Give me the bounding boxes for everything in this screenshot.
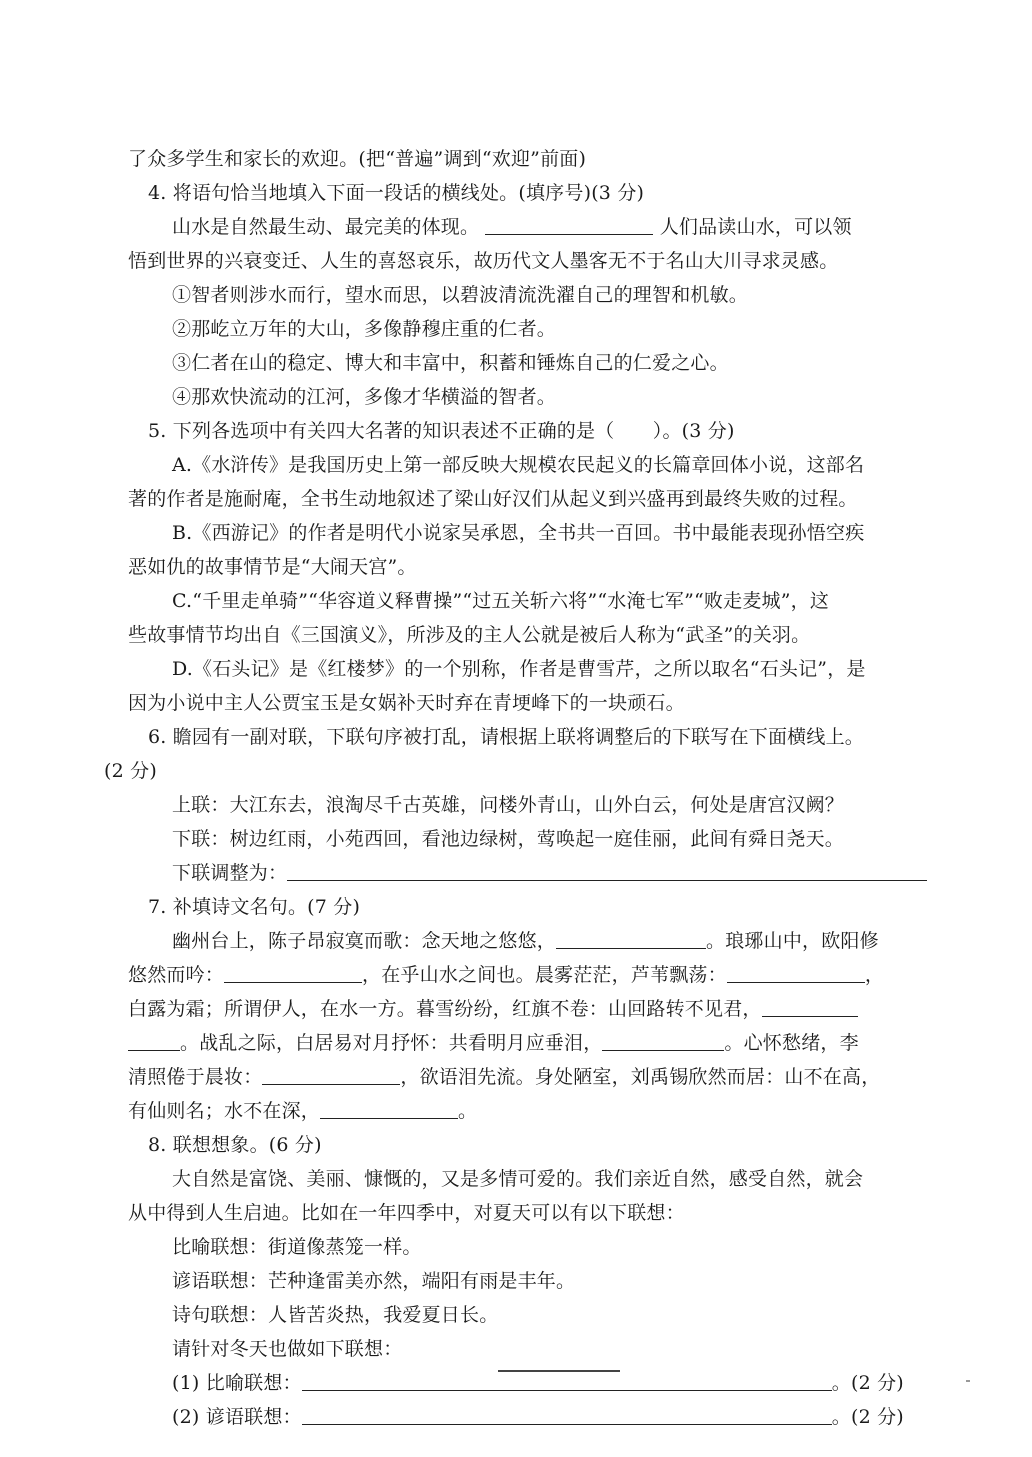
q7-blank-4b[interactable] [128, 1030, 180, 1051]
q4-option-3: ③仁者在山的稳定、博大和丰富中，积蓄和锤炼自己的仁爱之心。 [172, 352, 729, 374]
q8-paragraph-line-1: 大自然是富饶、美丽、慷慨的，又是多情可爱的。我们亲近自然，感受自然，就会 [172, 1168, 864, 1190]
q4-text: 人们品读山水，可以领 [659, 216, 852, 238]
question-7-title: 7. 补填诗文名句。(7 分) [148, 896, 361, 918]
question-4-title: 4. 将语句恰当地填入下面一段话的横线处。(填序号)(3 分) [148, 182, 645, 204]
q7-text: ， [864, 964, 885, 986]
q4-option-1: ①智者则涉水而行，望水而思，以碧波清流洗濯自己的理智和机敏。 [172, 284, 749, 306]
q5-option-b-line-1: B.《西游记》的作者是明代小说家吴承恩，全书共一百回。书中最能表现孙悟空疾 [172, 522, 865, 544]
q8-sub-2-blank[interactable] [302, 1404, 832, 1425]
q4-option-2: ②那屹立万年的大山，多像静穆庄重的仁者。 [172, 318, 557, 340]
q7-text: ，欲语泪先流。身处陋室，刘禹锡欣然而居：山不在高， [400, 1066, 881, 1088]
q4-paragraph-line-1 [128, 210, 928, 244]
page-footer-rule [498, 1370, 620, 1380]
q8-instruction: 请针对冬天也做如下联想： [172, 1338, 403, 1360]
q8-example-proverb: 谚语联想：芒种逢雷美亦然，端阳有雨是丰年。 [172, 1270, 576, 1292]
q8-paragraph-line-2: 从中得到人生启迪。比如在一年四季中，对夏天可以有以下联想： [128, 1202, 685, 1224]
q7-text: 有仙则名；水不在深， [128, 1100, 321, 1122]
q8-sub-1-score: 。(2 分) [831, 1372, 904, 1394]
q7-blank-1[interactable] [556, 928, 706, 949]
q5-option-b-line-2: 恶如仇的故事情节是“大闹天宫”。 [128, 556, 417, 578]
q7-line-4 [128, 1026, 928, 1060]
question-8-title: 8. 联想想象。(6 分) [148, 1134, 322, 1156]
q5-option-d-line-1: D.《石头记》是《红楼梦》的一个别称，作者是曹雪芹，之所以取名“石头记”，是 [172, 658, 866, 680]
q7-line-3 [128, 992, 928, 1026]
q7-line-5 [128, 1060, 928, 1094]
scan-speck [966, 1380, 970, 1382]
q8-sub-2-score: 。(2 分) [831, 1406, 904, 1428]
q7-blank-4a[interactable] [762, 996, 858, 1017]
q7-text: 。琅琊山中，欧阳修 [706, 930, 879, 952]
text-line: 了众多学生和家长的欢迎。(把“普遍”调到“欢迎”前面) [128, 148, 587, 170]
q7-blank-2[interactable] [224, 962, 362, 983]
question-5-title: 5. 下列各选项中有关四大名著的知识表述不正确的是（ ）。(3 分) [148, 420, 735, 442]
q6-answer-label: 下联调整为： [172, 862, 288, 884]
q5-option-d-line-2: 因为小说中主人公贾宝玉是女娲补天时弃在青埂峰下的一块顽石。 [128, 692, 685, 714]
q7-text: 。 [458, 1100, 478, 1122]
q8-example-metaphor: 比喻联想：街道像蒸笼一样。 [172, 1236, 422, 1258]
q4-text: 山水是自然最生动、最完美的体现。 [172, 216, 480, 238]
q7-blank-5[interactable] [602, 1030, 724, 1051]
q4-paragraph-line-2: 悟到世界的兴衰变迁、人生的喜怒哀乐，故历代文人墨客无不于名山大川寻求灵感。 [128, 250, 839, 272]
q8-sub-1-label: (1) 比喻联想： [172, 1372, 302, 1394]
q7-line-2 [128, 958, 928, 992]
question-6-score: (2 分) [104, 760, 157, 782]
q7-text: 。心怀愁绪，李 [724, 1032, 859, 1054]
q6-upper-couplet: 上联：大江东去，浪淘尽千古英雄，问楼外青山，山外白云，何处是唐宫汉阙？ [172, 794, 845, 816]
q7-blank-6[interactable] [262, 1064, 400, 1085]
q7-text: 悠然而吟： [128, 964, 225, 986]
q5-option-c-line-2: 些故事情节均出自《三国演义》，所涉及的主人公就是被后人称为“武圣”的关羽。 [128, 624, 811, 646]
page-content [104, 142, 928, 1434]
q8-sub-2-label: (2) 谚语联想： [172, 1406, 302, 1428]
q5-option-c-line-1: C.“千里走单骑”“华容道义释曹操”“过五关斩六将”“水淹七军”“败走麦城”，这 [172, 590, 830, 612]
q6-answer-blank[interactable] [287, 860, 927, 881]
q7-blank-7[interactable] [320, 1098, 458, 1119]
q7-blank-3[interactable] [727, 962, 865, 983]
q4-answer-blank[interactable] [485, 214, 653, 235]
q7-text: 。战乱之际，白居易对月抒怀：共看明月应垂泪， [180, 1032, 603, 1054]
q7-text: 清照倦于晨妆： [128, 1066, 263, 1088]
q6-answer-line [128, 856, 928, 890]
q8-sub-2 [128, 1400, 928, 1434]
q8-example-poem: 诗句联想：人皆苦炎热，我爱夏日长。 [172, 1304, 499, 1326]
q5-option-a-line-1: A.《水浒传》是我国历史上第一部反映大规模农民起义的长篇章回体小说，这部名 [172, 454, 865, 476]
question-6-title: 6. 瞻园有一副对联，下联句序被打乱，请根据上联将调整后的下联写在下面横线上。 [148, 726, 864, 748]
q7-line-6 [128, 1094, 928, 1128]
q4-option-4: ④那欢快流动的江河，多像才华横溢的智者。 [172, 386, 557, 408]
q6-lower-couplet: 下联：树边红雨，小苑西回，看池边绿树，莺唤起一庭佳丽，此间有舜日尧天。 [172, 828, 845, 850]
q7-line-1 [128, 924, 928, 958]
q7-text: 幽州台上，陈子昂寂寞而歌：念天地之悠悠， [172, 930, 557, 952]
q7-text: ，在乎山水之间也。晨雾茫茫，芦苇飘荡： [362, 964, 727, 986]
q7-text: 白露为霜；所谓伊人，在水一方。暮雪纷纷，红旗不卷：山回路转不见君， [128, 998, 762, 1020]
q5-option-a-line-2: 著的作者是施耐庵，全书生动地叙述了梁山好汉们从起义到兴盛再到最终失败的过程。 [128, 488, 858, 510]
